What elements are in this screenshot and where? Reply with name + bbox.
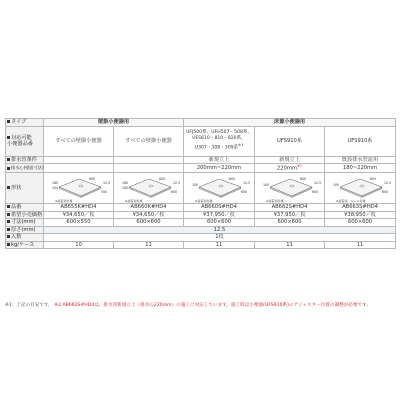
dimension-label: 100	[51, 186, 58, 191]
row-hole	[6, 164, 396, 173]
label-type	[6, 119, 44, 127]
dimension-label: 600	[299, 177, 306, 182]
cell-compatible-2-text: UFJ500系、UFH507・508系、UFS610・810・820系、U307・308・309系	[185, 129, 253, 151]
cell-case-0: 10	[44, 241, 114, 249]
row-qty	[6, 234, 396, 242]
label-size	[6, 219, 44, 227]
dimension-label: 100	[192, 183, 199, 188]
dimension-label: 600	[382, 190, 389, 195]
cell-compatible-1: すべての壁掛小便器	[114, 126, 184, 156]
bullet-icon	[7, 228, 10, 231]
cell-part-3: AB662S#HD4	[255, 204, 325, 212]
cell-case-1: 11	[114, 241, 184, 249]
diagram-note: ※接着剤付属	[124, 199, 143, 204]
label-price	[6, 211, 44, 219]
group-floor: 床置小便器用	[184, 119, 396, 127]
cell-compatible-2	[184, 126, 255, 156]
label-thickness	[6, 226, 44, 234]
dimension-label: 12.5	[243, 181, 251, 186]
dimension-label: 600	[370, 177, 377, 182]
footnote	[5, 302, 395, 308]
drain-hole-icon	[78, 185, 82, 187]
dimension-label: 12.5	[172, 181, 180, 186]
dimension-label: 600	[241, 190, 248, 195]
cell-compatible-4: UFS910系	[325, 126, 396, 156]
cell-size-0: 600×550	[44, 219, 114, 227]
cell-thickness: 12.5	[44, 226, 396, 234]
label-shape	[6, 173, 44, 204]
cell-size-1: 600×600	[114, 219, 184, 227]
mark-1-red: ※1	[296, 164, 303, 168]
bullet-icon	[7, 213, 10, 216]
row-compatible	[6, 126, 396, 156]
dimension-label: 600	[88, 177, 95, 182]
cell-compatible-0: すべての壁掛小便器	[44, 126, 114, 156]
bullet-icon	[7, 120, 10, 123]
mark-1: ※1	[238, 143, 244, 148]
footnote-red: ※2.AB662S#HD4は、排水管新規立上（排水心220mm）の施工に対応しています。施工時は小便器(UFS910系)のアジャスター位置の調整が必要です。	[54, 303, 371, 308]
label-type-text: タイプ	[11, 119, 27, 125]
mat-outline	[59, 179, 101, 196]
label-hole-text: 排水心(壁面寸法)	[11, 165, 44, 171]
drain-hole-icon	[219, 185, 223, 187]
dimension-label: 600	[229, 177, 236, 182]
dimension-label: 100	[121, 186, 128, 191]
row-shape	[6, 173, 396, 204]
cell-part-1: AB660K#HD4	[114, 204, 184, 212]
cell-part-2: AB660S#HD4	[184, 204, 255, 212]
mat-diagram	[330, 173, 390, 203]
label-shape-text: 形状	[11, 184, 22, 191]
dimension-label: 600	[170, 190, 177, 195]
drain-hole-icon	[289, 185, 293, 187]
mat-outline	[129, 179, 171, 196]
dimension-label: 180	[121, 181, 128, 186]
cell-price-4: ¥38,950／枚	[325, 211, 396, 219]
row-part	[6, 204, 396, 212]
cell-part-4: AB663S#HD4	[325, 204, 396, 212]
label-compatible: 対応可能 小便器品番	[6, 126, 44, 156]
label-case-text: kg/ケース	[11, 241, 35, 248]
dimension-label: 600	[158, 177, 165, 182]
footnote-mark: ※1：	[5, 303, 17, 308]
cell-hole-1	[114, 164, 184, 173]
diagram-note: ※接着剤・シール付属	[336, 199, 366, 204]
cell-shape-2	[184, 173, 255, 204]
footnote-text: 上記の目安です。	[16, 303, 53, 308]
bullet-icon	[7, 235, 10, 238]
cell-drain-3: 新規立上	[255, 156, 325, 164]
spec-table	[5, 118, 396, 249]
drain-hole-icon	[148, 185, 152, 187]
bullet-icon	[7, 167, 10, 170]
cell-size-2: 600×600	[184, 219, 255, 227]
dimension-label: 12.5	[313, 181, 321, 186]
cell-price-1: ¥34,650／枚	[114, 211, 184, 219]
dimension-label: 12.5	[102, 181, 110, 186]
cell-drain-2: 新規立上	[184, 156, 255, 164]
mat-outline	[270, 179, 312, 196]
label-qty	[6, 234, 44, 242]
label-case	[6, 241, 44, 249]
dimension-label: 100	[333, 183, 340, 188]
cell-hole-3-text: 220mm	[276, 165, 297, 172]
cell-case-4: 11	[325, 241, 396, 249]
cell-shape-1	[114, 173, 184, 204]
dimension-label: 12.5	[384, 181, 392, 186]
bullet-icon	[7, 158, 10, 161]
bullet-icon	[7, 136, 10, 139]
mat-diagram	[189, 173, 249, 203]
label-qty-text: 入数	[11, 234, 22, 241]
cell-part-0: AB655K#HD4	[44, 204, 114, 212]
row-drain	[6, 156, 396, 164]
label-size-text: 寸法(mm)	[11, 219, 36, 226]
label-hole	[6, 164, 44, 173]
dimension-label: 100	[262, 183, 269, 188]
cell-hole-2: 200mm~220mm	[184, 164, 255, 173]
cell-size-3: 600×600	[255, 219, 325, 227]
label-thickness-text: 厚さ(mm)	[11, 226, 36, 233]
cell-drain-4: 既設排水管流用	[325, 156, 396, 164]
group-wall: 壁掛小便器用	[44, 119, 184, 127]
cell-case-2: 11	[184, 241, 255, 249]
row-price	[6, 211, 396, 219]
cell-size-4: 600×600	[325, 219, 396, 227]
label-drain	[6, 156, 44, 164]
cell-shape-4	[325, 173, 396, 204]
dimension-label: 550	[100, 190, 107, 195]
cell-compatible-3: UFS910系	[255, 126, 325, 156]
cell-drain-1	[114, 156, 184, 164]
cell-hole-0	[44, 164, 114, 173]
cell-hole-3	[255, 164, 325, 173]
label-part-text: 品番	[11, 204, 22, 211]
dimension-label: 180	[51, 181, 58, 186]
label-part	[6, 204, 44, 212]
bullet-icon	[7, 205, 10, 208]
drain-hole-icon	[360, 185, 364, 187]
cell-hole-4: 180~220mm	[325, 164, 396, 173]
dimension-label: 600	[311, 190, 318, 195]
row-thickness	[6, 226, 396, 234]
mat-diagram	[119, 173, 179, 203]
label-price-text: 希望小売価格	[11, 211, 43, 218]
cell-shape-3	[255, 173, 325, 204]
diagram-note: ※接着剤付属	[195, 199, 213, 204]
cell-qty: 1枚	[44, 234, 396, 242]
row-size	[6, 219, 396, 227]
cell-price-3: ¥37,950／枚	[255, 211, 325, 219]
diagram-note: ※接着剤付属	[54, 199, 73, 204]
cell-drain-0	[44, 156, 114, 164]
cell-price-0: ¥34,650／枚	[44, 211, 114, 219]
bullet-icon	[7, 243, 10, 246]
bullet-icon	[7, 186, 10, 189]
cell-shape-0	[44, 173, 114, 204]
cell-price-2: ¥37,950／枚	[184, 211, 255, 219]
label-drain-text: 排水管条件	[11, 156, 37, 163]
row-case	[6, 241, 396, 249]
mat-outline	[199, 179, 241, 196]
cell-case-3: 11	[255, 241, 325, 249]
diagram-note: ※接着剤付属	[265, 199, 284, 204]
row-type	[6, 119, 396, 127]
mat-diagram	[49, 173, 109, 203]
bullet-icon	[7, 220, 10, 223]
mat-diagram	[260, 173, 320, 203]
mat-outline	[340, 179, 382, 196]
